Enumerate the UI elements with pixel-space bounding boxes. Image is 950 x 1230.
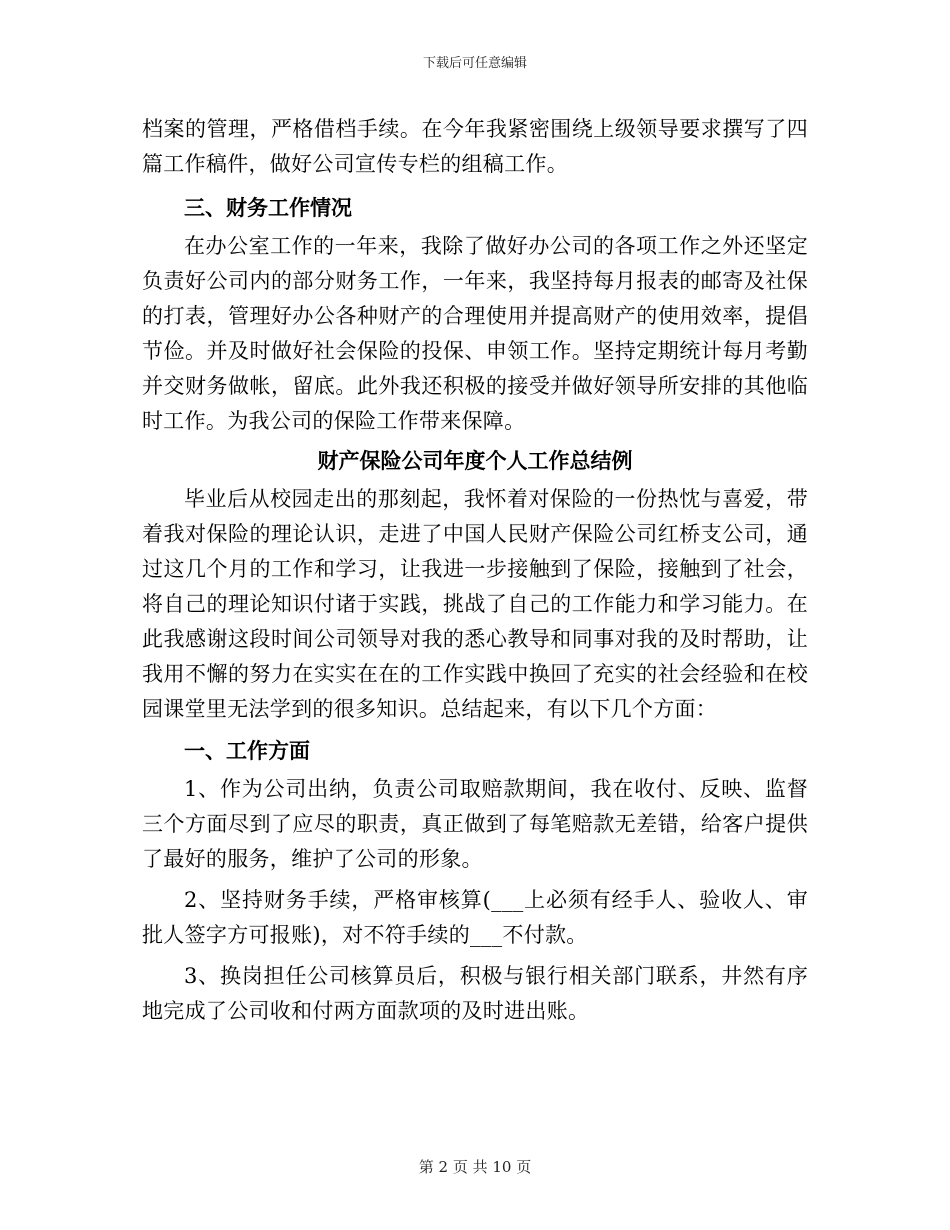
- paragraph-archive: 档案的管理，严格借档手续。在今年我紧密围绕上级领导要求撰写了四篇工作稿件，做好公司宣传专栏的组稿工作。: [142, 117, 808, 176]
- list-item-1: 1、作为公司出纳，负责公司取赔款期间，我在收付、反映、监督三个方面尽到了应尽的职责，真正做到了每笔赔款无差错，给客户提供了最好的服务，维护了公司的形象。: [142, 777, 808, 871]
- page-header: 下载后可任意编辑: [422, 56, 527, 71]
- document-body: [142, 112, 808, 1029]
- paragraph-intro: 毕业后从校园走出的那刻起，我怀着对保险的一份热忱与喜爱，带着我对保险的理论认识，走进了中国人民财产保险公司红桥支公司，通过这几个月的工作和学习，让我进一步接触到了保险，接触到了社会，将自己的理论知识付诸于实践，挑战了自己的工作能力和学习能力。在此我感谢这段时间公司领导对我的悉心教导和同事对我的及时帮助，让我用不懈的努力在实实在在的工作实践中换回了充实的社会经验和在校园课堂里无法学到的很多知识。总结起来，有以下几个方面：: [142, 487, 808, 721]
- section-heading-work: 一、工作方面: [184, 738, 310, 763]
- list-item-2: 2、坚持财务手续，严格审核算(___上必须有经手人、验收人、审批人签字方可报账)，对不符手续的___不付款。: [142, 888, 808, 947]
- document-title: 财产保险公司年度个人工作总结例: [317, 448, 633, 473]
- section-heading-finance: 三、财务工作情况: [184, 195, 352, 220]
- page-number: 第 2 页 共 10 页: [418, 1158, 532, 1176]
- list-item-3: 3、换岗担任公司核算员后，积极与银行相关部门联系，井然有序地完成了公司收和付两方面款项的及时进出账。: [142, 964, 808, 1023]
- paragraph-finance: 在办公室工作的一年来，我除了做好办公司的各项工作之外还坚定负责好公司内的部分财务工作，一年来，我坚持每月报表的邮寄及社保的打表，管理好办公各种财产的合理使用并提高财产的使用效率，提倡节俭。并及时做好社会保险的投保、申领工作。坚持定期统计每月考勤并交财务做帐，留底。此外我还积极的接受并做好领导所安排的其他临时工作。为我公司的保险工作带来保障。: [142, 234, 808, 433]
